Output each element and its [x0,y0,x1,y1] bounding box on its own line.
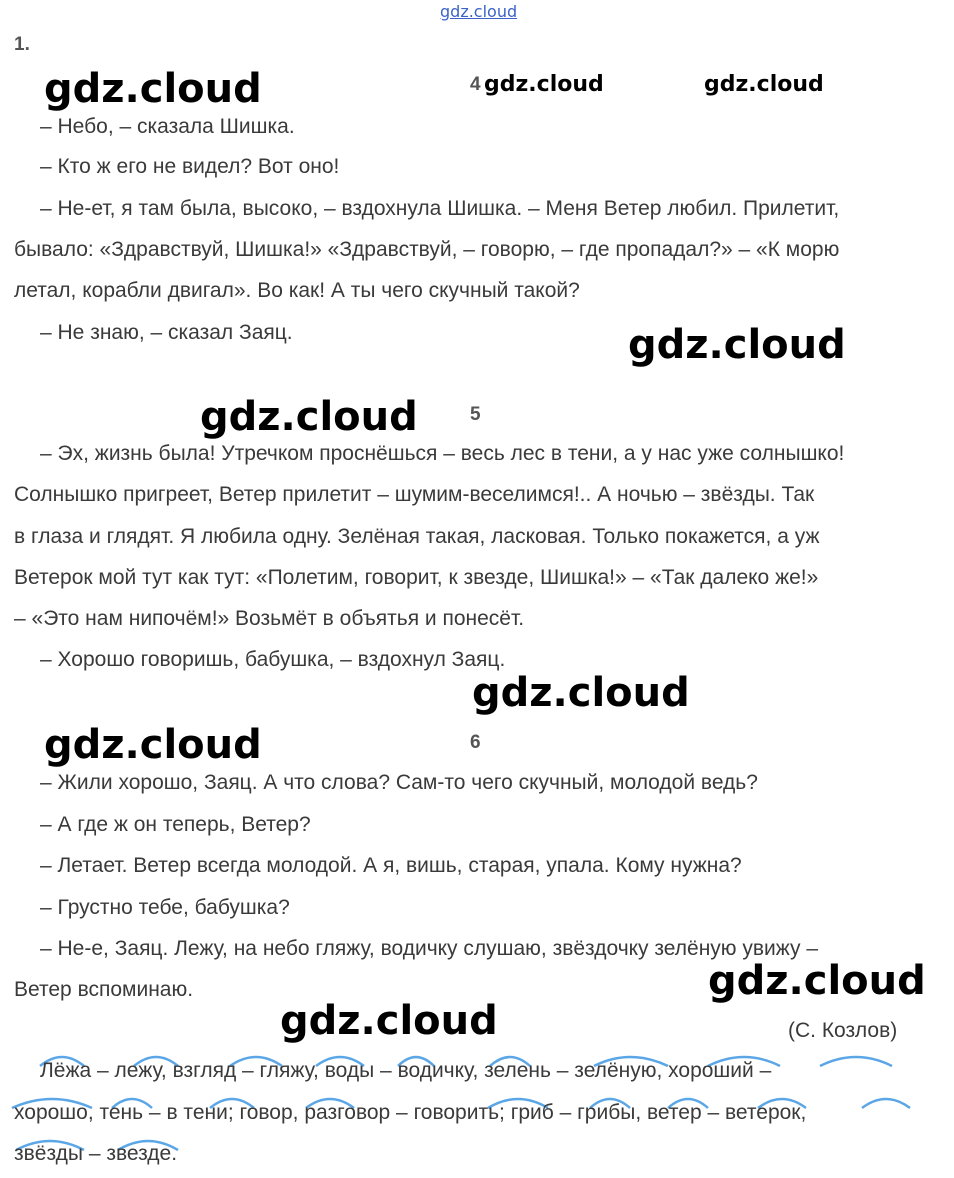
story-line: – А где ж он теперь, Ветер? [40,813,311,836]
story-line: – Небо, – сказала Шишка. [40,115,295,138]
story-line: – Хорошо говоришь, бабушка, – вздохнул Заяц. [40,648,506,671]
story-line: – Грустно тебе, бабушка? [40,896,290,919]
story-line: – Не знаю, – сказал Заяц. [40,321,293,344]
watermark: gdz.cloud [44,722,262,768]
watermark: gdz.cloud [484,72,604,97]
story-line: летал, корабли двигал». Во как! А ты чего скучный такой? [14,279,580,302]
section-number-5: 5 [470,404,481,425]
story-line: – Эх, жизнь была! Утречком проснёшься – весь лес в тени, а у нас уже солнышко! [40,442,845,465]
section-number-4: 4 [470,74,481,95]
story-line: – «Это нам нипочём!» Возьмёт в объятья и понесёт. [14,607,525,630]
root-arc [862,1099,910,1108]
top-watermark-link[interactable]: gdz.cloud [440,2,518,21]
author-signature: (С. Козлов) [788,1019,898,1042]
watermark: gdz.cloud [704,72,824,97]
answer-line: Лёжа – лежу, взгляд – гляжу, воды – водичку, зелень – зелёную, хороший – [40,1059,772,1082]
watermark: gdz.cloud [200,394,418,440]
story-line: бывало: «Здравствуй, Шишка!» «Здравствуй, – говорю, – где пропадал?» – «К морю [14,238,840,261]
story-line: – Жили хорошо, Заяц. А что слова? Сам-то чего скучный, молодой ведь? [40,771,758,794]
section-number-6: 6 [470,732,481,753]
story-line: – Кто ж его не видел? Вот оно! [40,155,340,178]
story-line: – Не-е, Заяц. Лежу, на небо гляжу, водичку слушаю, звёздочку зелёную увижу – [40,937,819,960]
watermark: gdz.cloud [628,322,846,368]
answer-line: звёзды – звезде. [14,1142,178,1165]
task-number: 1. [14,34,30,55]
watermark: gdz.cloud [708,958,926,1004]
story-line: Ветер вспоминаю. [14,978,194,1001]
story-line: в глаза и глядят. Я любила одну. Зелёная такая, ласковая. Только покажется, а уж [14,525,820,548]
watermark: gdz.cloud [280,998,498,1044]
story-line: Солнышко пригреет, Ветер прилетит – шумим-веселимся!.. А ночью – звёзды. Так [14,483,815,506]
story-line: – Летает. Ветер всегда молодой. А я, вишь, старая, упала. Кому нужна? [40,854,742,877]
answer-line: хорошо, тень – в тени; говор, разговор – говорить; гриб – грибы, ветер – ветерок, [14,1101,807,1124]
story-line: – Не-ет, я там была, высоко, – вздохнула Шишка. – Меня Ветер любил. Прилетит, [40,197,840,220]
story-line: Ветерок мой тут как тут: «Полетим, говорит, к звезде, Шишка!» – «Так далеко же!» [14,566,819,589]
root-arc [820,1057,892,1066]
watermark: gdz.cloud [44,66,262,112]
watermark: gdz.cloud [472,670,690,716]
